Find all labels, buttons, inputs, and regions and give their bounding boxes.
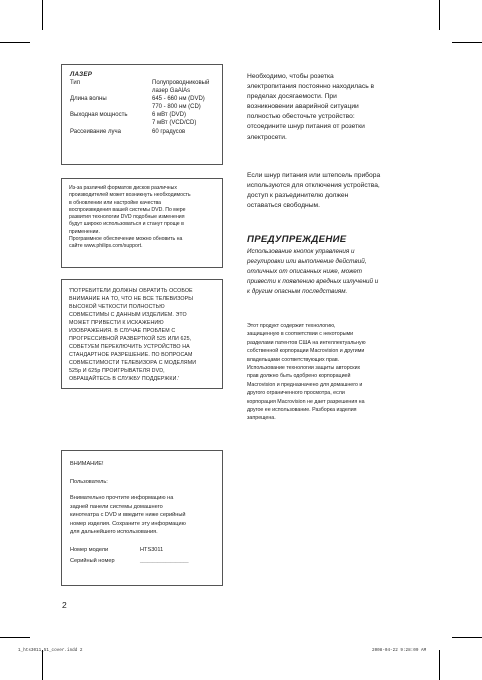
consumer-note-box [61,279,223,389]
power-socket-line: полностью обесточьте устройство: [247,113,355,121]
warning-line: к другим опасным последствиям. [247,288,348,296]
consumer-note-line: 525p И 625p ПРОИГРЫВАТЕЛЯ DVD, [69,368,165,374]
attention-body [70,494,214,537]
crop-mark-bl-v [42,650,43,680]
power-cord-line: оставаться свободным. [247,202,320,210]
model-value: HTS3011 [140,546,164,553]
serial-value: ___________________ [140,558,189,563]
laser-spec-row [70,95,214,103]
attention-body-line: Внимательно прочтите информацию на [70,495,174,501]
crop-mark-br-h [452,637,482,638]
formats-note-line: в обновлении или настройке качества [69,199,162,206]
formats-note-line: развития технологии DVD подобные изменения [69,214,185,221]
laser-spec-value: 60 градусов [152,128,186,135]
power-cord-line: используются для отключения устройства, [247,182,380,190]
attention-title: ВНИМАНИЕ! [70,461,104,467]
laser-spec-label [70,119,152,127]
macrovision-line: другого ограниченного просмотра, если [247,390,345,397]
power-cord-line: доступ к разъединителю должен [247,192,349,200]
warning-line: привести к появлению вредных излучений и [247,278,379,286]
macrovision-line: защищенную в соответствии с некоторыми [247,331,354,338]
macrovision-line: другое ее использование. Разборка изделия [247,407,357,414]
laser-spec-label: Длина волны [70,96,107,103]
consumer-note-line: ОБРАЩАЙТЕСЬ В СЛУЖБУ ПОДДЕРЖКИ.' [69,376,180,382]
power-socket-line: электропитания постоянно находилась в [247,83,375,91]
crop-mark-tl-h [0,42,30,43]
laser-spec-row [70,119,214,127]
footer-timestamp: 2008-04-22 9:28:09 AM [372,648,427,653]
power-socket-line: Необходимо, чтобы розетка [247,73,334,80]
formats-note-line: применении. [69,228,100,235]
warning-line: отличных от описанных ниже, может [247,268,362,276]
page-number: 2 [62,600,67,610]
attention-body-line: номер изделия. Сохраните эту информацию [70,520,186,527]
consumer-note-line: СОВМЕСТИМЫ С ДАННЫМ ИЗДЕЛИЕМ. ЭТО [69,312,187,318]
power-socket-line: возникновении аварийной ситуации [247,103,359,111]
consumer-note-line: СОВЕТУЕМ ПЕРЕКЛЮЧИТЬ УСТРОЙСТВО НА [69,344,190,350]
crop-mark-tl-v [42,0,43,30]
laser-spec-value: лазер GaAlAs [152,88,191,95]
consumer-note-line: СТАНДАРТНОЕ РАЗРЕШЕНИЕ. ПО ВОПРОСАМ [69,352,193,358]
warning-line: Использование кнопок управления и [247,248,355,255]
macrovision-notice [247,322,437,423]
power-cord-paragraph [247,171,437,211]
laser-spec-row [70,79,214,87]
consumer-note-line: ИЗОБРАЖЕНИЯ. В СЛУЧАЕ ПРОБЛЕМ С [69,328,176,334]
warning-title: ПРЕДУПРЕЖДЕНИЕ [247,234,347,245]
attention-body-line: для дальнейшего использования. [70,529,158,535]
laser-spec-label [70,103,152,111]
macrovision-line: владельцами соответствующих прав. [247,356,340,363]
consumer-note-line: ПРОГРЕССИВНОЙ РАЗВЕРТКОЙ 525 ИЛИ 625, [69,336,192,342]
formats-note-text [69,185,215,251]
attention-body-line: задней панели системы домашнего [70,503,163,510]
attention-box [61,450,223,586]
consumer-note-line: ВЫСОКОЙ ЧЕТКОСТИ ПОЛНОСТЬЮ [69,304,165,310]
laser-spec-label: Рассеивание луча [70,128,121,135]
power-socket-paragraph [247,72,437,143]
power-socket-line: пределах досягаемости. При [247,93,337,101]
consumer-note-line: МОЖЕТ ПРИВЕСТИ К ИСКАЖЕНИЮ [69,320,164,326]
laser-spec-label [70,87,152,95]
laser-spec-label: Тип [70,80,81,86]
laser-specs [70,79,214,136]
crop-mark-tr-h [452,42,482,43]
crop-mark-br-v [439,650,440,680]
crop-mark-bl-h [0,637,30,638]
warning-line: регулировки или выполнение действий, [247,258,367,266]
macrovision-line: собственной корпорации Macrovision и другими [247,348,365,355]
crop-mark-tr-v [439,0,440,30]
laser-spec-row [70,111,214,119]
macrovision-line: запрещена. [247,415,276,422]
macrovision-line: Использование технологии защиты авторских [247,365,361,372]
macrovision-line: прав должно быть одобрено корпорацией [247,373,351,380]
formats-note-line: Из-за различий форматов дисков различных [69,185,177,191]
consumer-note-line: ВНИМАНИЕ НА ТО, ЧТО НЕ ВСЕ ТЕЛЕВИЗОРЫ [69,296,194,302]
laser-spec-value: 770 - 800 нм (CD) [152,104,201,111]
consumer-note-line: 'ПОТРЕБИТЕЛИ ДОЛЖНЫ ОБРАТИТЬ ОСОБОЕ [69,288,193,294]
model-label: Номер модели [70,546,109,553]
warning-text [247,247,437,297]
formats-note-line: будут широко использоваться и станут проще в [69,221,184,228]
formats-note-line: сайте www.philips.com/support. [69,243,143,250]
laser-spec-value: 7 мВт (VCD/CD) [152,120,197,127]
laser-spec-label: Выходная мощность [70,112,128,119]
footer-filename: 1_hts3011_51_cover.indd 2 [18,648,83,653]
laser-spec-row [70,128,214,136]
consumer-note-line: СОВМЕСТИМОСТИ ТЕЛЕВИЗОРА С МОДЕЛЯМИ [69,360,197,366]
consumer-note-text [69,287,215,383]
laser-spec-row [70,103,214,111]
model-row [70,546,214,555]
serial-label: Серийный номер [70,558,115,564]
formats-note-line: производителей может возникнуть необходимость [69,192,191,199]
power-socket-line: электросети. [247,133,287,141]
laser-spec-row [70,87,214,95]
macrovision-line: Этот продукт содержит технологию, [247,323,336,329]
formats-note-line: Программное обеспечение можно обновить на [69,236,183,243]
laser-spec-value: 6 мВт (DVD) [152,112,187,119]
macrovision-line: разделами патентов США на интеллектуальную [247,339,366,346]
power-cord-line: Если шнур питания или штепсель прибора [247,172,381,179]
laser-spec-value: Полупроводниковый [152,80,210,86]
formats-note-line: воспроизведения вашей системы DVD. По мере [69,206,186,213]
serial-row [70,557,214,566]
attention-user-label: Пользователь: [70,478,108,485]
macrovision-line: Macrovision и предназначено для домашнего и [247,381,363,388]
attention-body-line: кинотеатра с DVD и введите ниже серийный [70,512,186,518]
power-socket-line: отсоедините шнур питания от розетки [247,123,365,131]
laser-box [61,64,223,165]
laser-title: ЛАЗЕР [70,71,93,78]
macrovision-line: корпорация Macrovision не дает разрешения на [247,398,365,405]
laser-spec-value: 645 - 660 нм (DVD) [152,96,205,103]
formats-note-box [61,178,223,268]
